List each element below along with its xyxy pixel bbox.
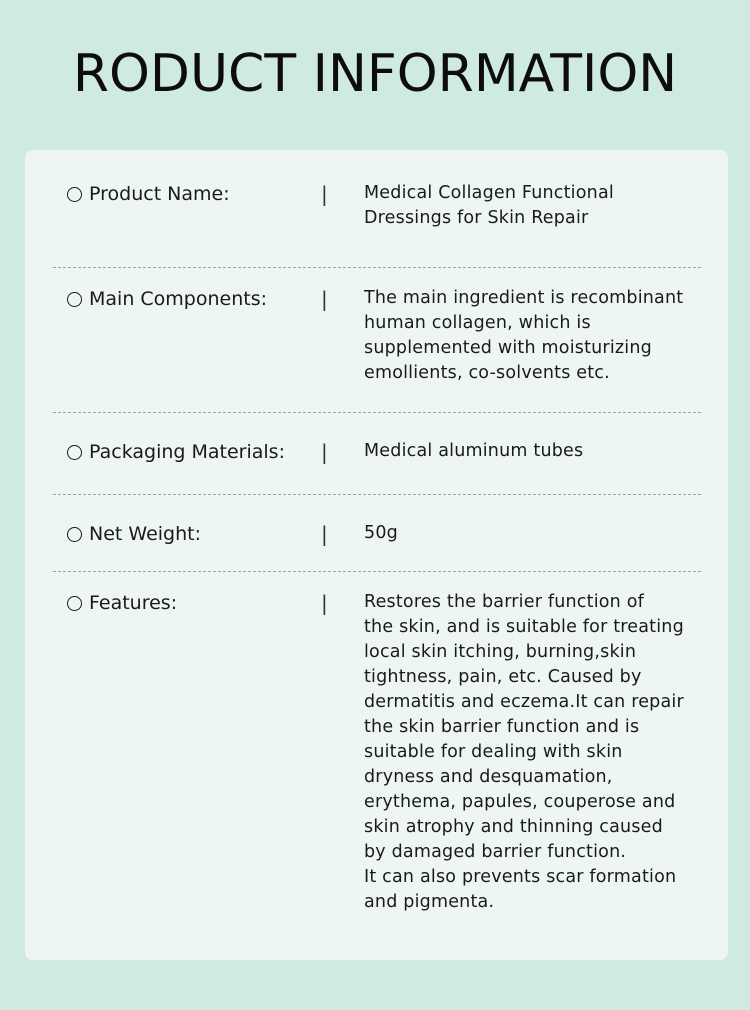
circle-bullet-icon — [67, 596, 82, 611]
row-label: Net Weight: — [89, 523, 201, 545]
row-label: Product Name: — [89, 183, 230, 205]
circle-bullet-icon — [67, 445, 82, 460]
row-value: The main ingredient is recombinant human collagen, which is supplemented with moisturizing emollients, co-solvents etc. — [364, 288, 684, 383]
circle-bullet-icon — [67, 527, 82, 542]
row-label-group — [67, 181, 327, 207]
page-title: RODUCT INFORMATION — [72, 44, 678, 104]
row-separator: | — [321, 591, 328, 615]
row-label: Features: — [89, 592, 178, 614]
circle-bullet-icon — [67, 292, 82, 307]
row-value: Restores the barrier function of the skin, and is suitable for treating local skin itching, burning,skin tightness, pain, etc. Caused by dermatitis and eczema.It can repair the skin barrier function and is suitable for dealing with skin dryness and desquamation, erythema, papules, couperose and skin atrophy and thinning caused by damaged barrier function. It can also prevents scar formation and pigmenta. — [364, 592, 684, 912]
row-label-group — [67, 286, 327, 312]
row-separator: | — [321, 522, 328, 546]
dashed-divider — [53, 494, 701, 495]
row-separator: | — [321, 440, 328, 464]
row-label-group — [67, 590, 327, 616]
row-separator: | — [321, 287, 328, 311]
circle-bullet-icon — [67, 187, 82, 202]
row-label: Packaging Materials: — [89, 441, 285, 463]
dashed-divider — [53, 412, 701, 413]
row-value: Medical aluminum tubes — [364, 441, 584, 461]
row-value: 50g — [364, 523, 398, 543]
row-label: Main Components: — [89, 288, 268, 310]
product-info-card — [25, 150, 728, 960]
row-label-group — [67, 439, 327, 465]
dashed-divider — [53, 267, 701, 268]
row-label-group — [67, 521, 327, 547]
row-value: Medical Collagen Functional Dressings for Skin Repair — [364, 183, 614, 228]
dashed-divider — [53, 571, 701, 572]
row-separator: | — [321, 182, 328, 206]
